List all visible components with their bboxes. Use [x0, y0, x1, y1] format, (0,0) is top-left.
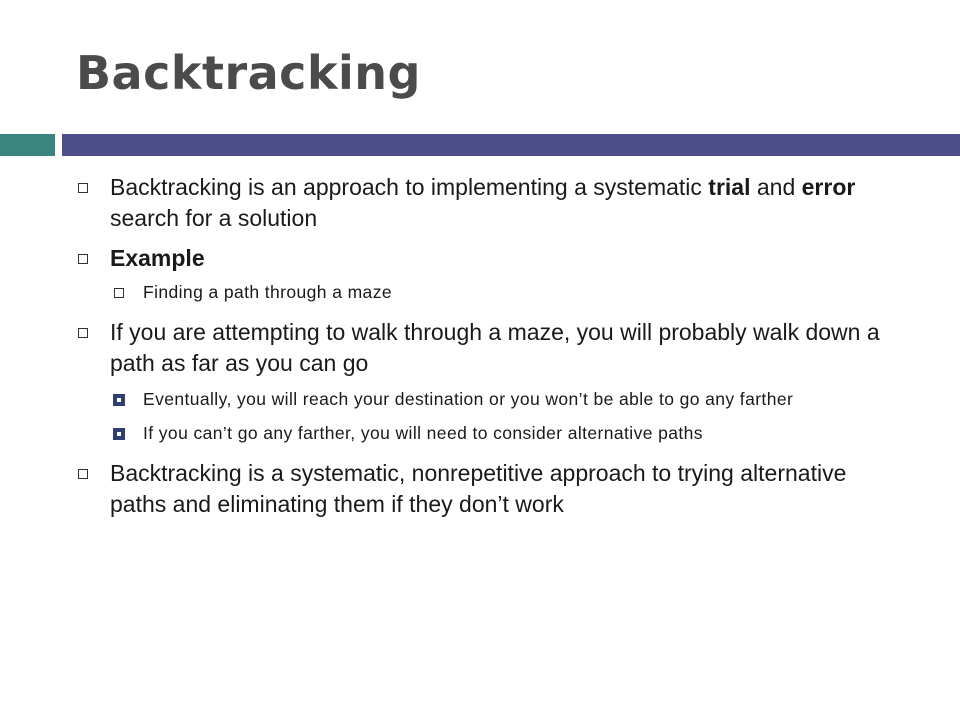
sub-bullet-item: [0, 421, 960, 446]
square-bullet-icon: [78, 469, 88, 479]
bullet-item: [0, 458, 960, 520]
title-accent-bar-purple: [62, 134, 960, 156]
bullet-text: If you are attempting to walk through a maze, you will probably walk down a path as far as you can go: [110, 319, 880, 376]
filled-square-bullet-icon: [113, 394, 125, 406]
square-bullet-icon: [78, 254, 88, 264]
bullet-list: [0, 172, 960, 529]
square-bullet-icon: [114, 288, 124, 298]
bullet-text-part: Backtracking is an approach to implementing a systematic: [110, 174, 709, 200]
bullet-text: Backtracking is a systematic, nonrepetitive approach to trying alternative paths and eliminating them if they don’t work: [110, 460, 847, 517]
filled-square-bullet-icon: [113, 428, 125, 440]
sub-bullet-item: [0, 280, 960, 305]
bullet-text-part: search for a solution: [110, 205, 318, 231]
bullet-text-emphasis: error: [801, 174, 856, 200]
sub-bullet-item: [0, 387, 960, 412]
bullet-text: Example: [110, 245, 205, 271]
bullet-item: [0, 317, 960, 379]
bullet-item: [0, 172, 960, 234]
bullet-text: Eventually, you will reach your destination or you won’t be able to go any farther: [143, 389, 794, 409]
title-accent-bar-teal: [0, 134, 55, 156]
bullet-text-emphasis: trial: [708, 174, 751, 200]
square-bullet-icon: [78, 328, 88, 338]
bullet-text: Finding a path through a maze: [143, 282, 392, 302]
slide-title: Backtracking: [76, 46, 421, 100]
bullet-text: If you can’t go any farther, you will need to consider alternative paths: [143, 423, 703, 443]
bullet-item: [0, 243, 960, 274]
square-bullet-icon: [78, 183, 88, 193]
bullet-text-part: and: [750, 174, 802, 200]
